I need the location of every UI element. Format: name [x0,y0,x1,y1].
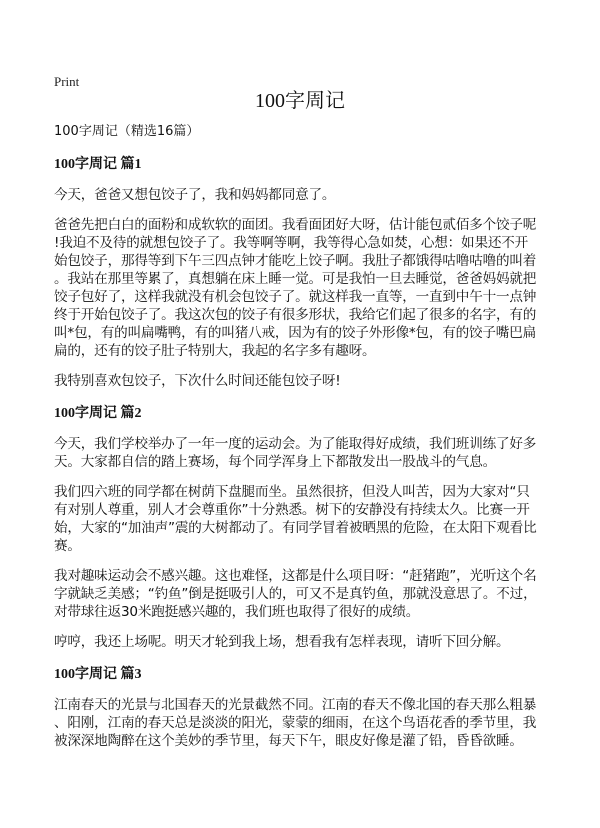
essay-section [54,663,554,750]
paragraph-line: 始，大家的“加油声”震的大树都动了。有同学冒着被晒黑的危险，在太阳下观看比 [54,520,537,536]
paragraph [54,186,554,204]
paragraph [54,372,554,390]
paragraph-line: 赛。 [54,538,81,554]
paragraph-line: 饺子包好了，这样我就没有机会包饺子了。就这样我一直等，一直到中午十一点钟 [54,289,537,305]
paragraph-line: 始包饺子，那得等到下午三四点钟才能吃上饺子啊。我肚子都饿得咕噜咕噜的叫着 [54,253,537,269]
paragraph-line: 我对趣味运动会不感兴趣。这也难怪，这都是什么项目呀：“赶猪跑”，光听这个名 [54,568,537,584]
paragraph-line: 扁的，还有的饺子肚子特别大，我起的名字多有趣呀。 [54,343,376,359]
document-body [54,120,554,762]
paragraph-line: 被深深地陶醉在这个美妙的季节里，每天下午，眼皮好像是灌了铅，昏昏欲睡。 [54,733,523,749]
paragraph-line: 今天，我们学校举办了一年一度的运动会。为了能取得好成绩，我们班训练了好多 [54,436,537,452]
paragraph-line: 终于开始包饺子了。我这次包的饺子有很多形状，我给它们起了很多的名字，有的 [54,307,537,323]
paragraph-line: 有对别人尊重，别人才会尊重你”十分熟悉。树下的安静没有持续太久。比赛一开 [54,502,530,518]
paragraph [54,633,554,651]
print-link[interactable]: Print [54,74,80,89]
paragraph-line: 今天，爸爸又想包饺子了，我和妈妈都同意了。 [54,187,336,203]
paragraph [54,567,554,621]
paragraph-line: 我们四六班的同学都在树荫下盘腿而坐。虽然很挤，但没人叫苦，因为大家对“只 [54,484,530,500]
paragraph-line: 我特别喜欢包饺子，下次什么时间还能包饺子呀! [54,373,341,389]
essay-section [54,402,554,651]
paragraph-line: 叫*包，有的叫扁嘴鸭，有的叫猪八戒，因为有的饺子外形像*包，有的饺子嘴巴扁 [54,325,536,341]
paragraph-line: 江南春天的光景与北国春天的光景截然不同。江南的春天不像北国的春天那么粗暴 [54,697,537,713]
paragraph-line: 。我站在那里等累了，真想躺在床上睡一觉。可是我怕一旦去睡觉，爸爸妈妈就把 [54,271,537,287]
sections-container [54,153,554,750]
document-subtitle: 100字周记（精选16篇） [54,124,200,139]
paragraph [54,216,554,360]
section-heading: 100字周记 篇1 [54,157,142,172]
section-heading: 100字周记 篇2 [54,406,142,421]
paragraph-line: 天。大家都自信的踏上赛场，每个同学浑身上下都散发出一股战斗的气息。 [54,454,496,470]
paragraph-line: 对带球往返30米跑挺感兴趣的，我们班也取得了很好的成绩。 [54,604,420,620]
paragraph [54,435,554,471]
paragraph-line: 哼哼，我还上场呢。明天才轮到我上场，想看我有怎样表现，请听下回分解。 [54,634,510,650]
paragraph-line: 爸爸先把白白的面粉和成软软的面团。我看面团好大呀，估计能包贰佰多个饺子呢 [54,217,537,233]
paragraph-line: 字就缺乏美感；“钓鱼”倒是挺吸引人的，可又不是真钓鱼，那就没意思了。不过， [54,586,537,602]
essay-section [54,153,554,390]
paragraph [54,483,554,555]
section-heading: 100字周记 篇3 [54,667,142,682]
paragraph-line: !我迫不及待的就想包饺子了。我等啊等啊，我等得心急如焚，心想：如果还不开 [54,235,529,251]
page-title: 100字周记 [255,90,345,112]
paragraph [54,696,554,750]
paragraph-line: 、阳刚，江南的春天总是淡淡的阳光，蒙蒙的细雨，在这个鸟语花香的季节里，我 [54,715,537,731]
